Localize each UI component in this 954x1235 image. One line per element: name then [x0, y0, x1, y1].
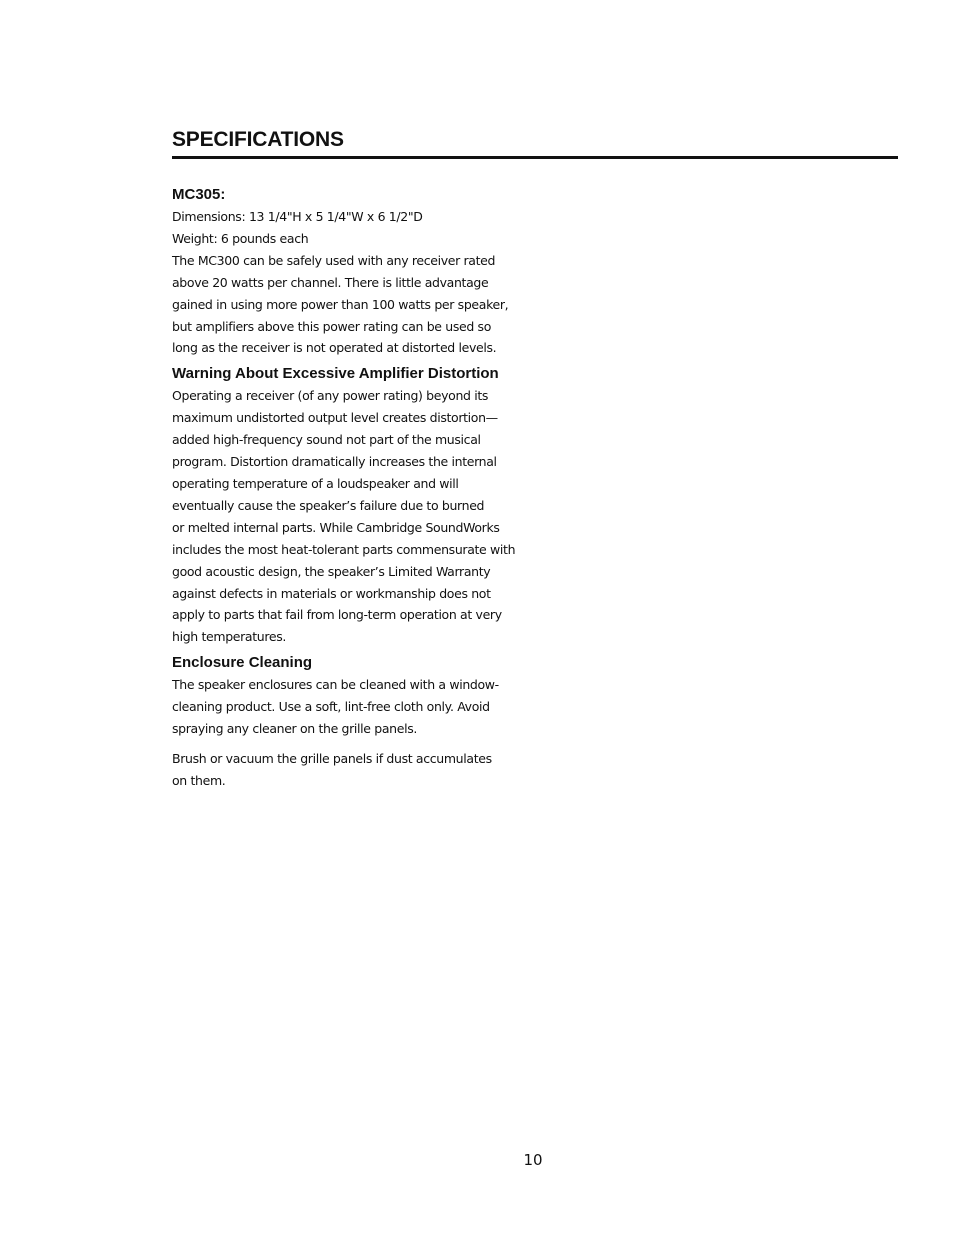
text-line: or melted internal parts. While Cambridge SoundWorks	[172, 519, 500, 535]
text-line: added high-frequency sound not part of the musical	[172, 432, 481, 448]
text-line: good acoustic design, the speaker’s Limited Warranty	[172, 563, 491, 579]
text-line: Dimensions: 13 1/4"H x 5 1/4"W x 6 1/2"D	[172, 209, 423, 224]
grille-paragraph	[172, 748, 532, 792]
title-divider	[172, 156, 898, 159]
mc305-paragraph	[172, 206, 532, 359]
section-heading-enclosure-cleaning: Enclosure Cleaning	[172, 654, 313, 672]
text-line: includes the most heat-tolerant parts commensurate with	[172, 541, 516, 557]
text-line: The MC300 can be safely used with any receiver rated	[172, 252, 496, 268]
spacer	[172, 740, 532, 748]
cleaning-paragraph	[172, 674, 532, 740]
text-line: eventually cause the speaker’s failure due to burned	[172, 497, 485, 513]
page-title: SPECIFICATIONS	[172, 128, 344, 151]
text-line: long as the receiver is not operated at distorted levels.	[172, 340, 497, 356]
text-line: operating temperature of a loudspeaker and will	[172, 475, 459, 491]
section-heading-mc305: MC305:	[172, 186, 226, 203]
text-line: on them.	[172, 772, 226, 788]
text-line: but amplifiers above this power rating can be used so	[172, 318, 492, 334]
text-line: spraying any cleaner on the grille panels.	[172, 721, 417, 737]
warning-paragraph	[172, 385, 532, 648]
page-number: 10	[523, 1151, 543, 1169]
text-line: Brush or vacuum the grille panels if dust accumulates	[172, 750, 492, 766]
text-line: Weight: 6 pounds each	[172, 230, 309, 246]
text-line: maximum undistorted output level creates distortion—	[172, 410, 498, 426]
specifications-content	[172, 184, 532, 792]
text-line: gained in using more power than 100 watts per speaker,	[172, 296, 509, 312]
text-line: Operating a receiver (of any power rating) beyond its	[172, 388, 489, 404]
text-line: cleaning product. Use a soft, lint-free cloth only. Avoid	[172, 699, 490, 715]
section-heading-warning: Warning About Excessive Amplifier Distortion	[172, 365, 499, 383]
text-line: high temperatures.	[172, 629, 286, 645]
text-line: program. Distortion dramatically increases the internal	[172, 454, 497, 470]
text-line: above 20 watts per channel. There is little advantage	[172, 274, 489, 290]
text-line: apply to parts that fail from long-term operation at very	[172, 607, 502, 623]
text-line: against defects in materials or workmanship does not	[172, 585, 491, 601]
text-line: The speaker enclosures can be cleaned with a window-	[172, 677, 499, 693]
